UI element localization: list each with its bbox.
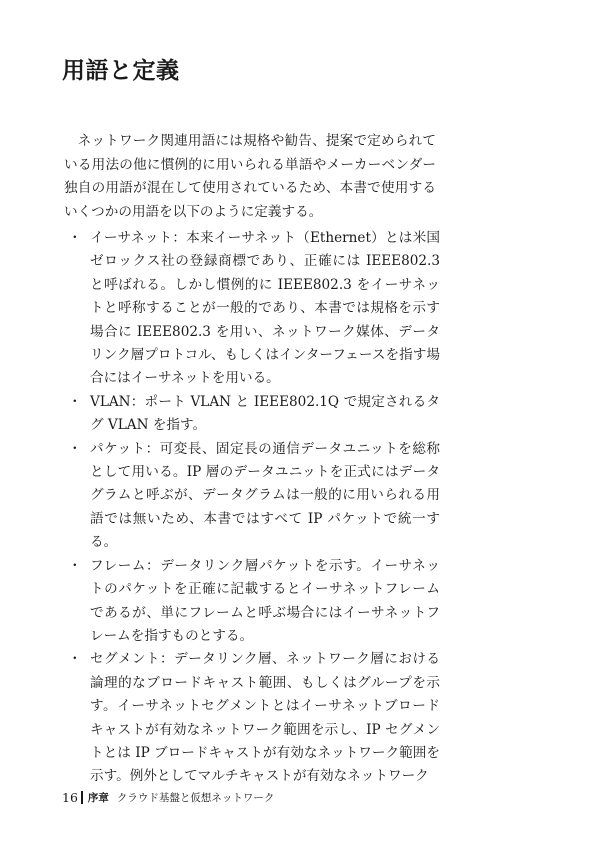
definition-text: フレーム：データリンク層パケットを示す。イーサネットのパケットを正確に記載するとイーサネットフレームであるが、単にフレームと呼ぶ場合にはイーサネットフレームを指すものとする。 bbox=[90, 557, 440, 644]
intro-paragraph: ネットワーク関連用語には規格や勧告、提案で定められている用法の他に慣例的に用いられる単語やメーカーベンダー独自の用語が混在して使用されているため、本書で使用するいくつかの用語を以下のように定義する。 bbox=[64, 133, 436, 220]
page-title: 用語と定義 bbox=[62, 58, 180, 84]
definition-text: VLAN：ポート VLAN と IEEE802.1Q で規定されるタグ VLAN を指す。 bbox=[90, 393, 440, 434]
definition-text: イーサネット：本来イーサネット（Ethernet）とは米国ゼロックス社の登録商標であり、正確には IEEE802.3 と呼ばれる。しかし慣例的に IEEE802.3 をイーサネットと呼称することが一般的であり、本書では規格を示す場合に IEEE802.3 を用い、ネットワーク媒体、データリンク層プロトコル、もしくはインターフェースを指す場合にはイーサネットを用いる。 bbox=[90, 230, 440, 387]
bullet-mark: ・ bbox=[68, 230, 82, 246]
bullet-mark: ・ bbox=[68, 557, 82, 574]
footer-chapter: 序章 bbox=[87, 792, 109, 804]
footer-book-title: クラウド基盤と仮想ネットワーク bbox=[116, 792, 275, 804]
bullet-mark: ・ bbox=[68, 393, 82, 410]
definition-list bbox=[64, 227, 440, 789]
definition-item-frame bbox=[64, 555, 440, 649]
page-number: 16 bbox=[62, 790, 78, 805]
bullet-mark: ・ bbox=[68, 651, 82, 668]
definition-item-packet bbox=[64, 438, 440, 555]
definition-text: パケット：可変長、固定長の通信データユニットを総称として用いる。IP 層のデータユニットを正式にはデータグラムと呼ぶが、データグラムは一般的に用いられる用語では無いため、本書ではすべて IP パケットで統一する。 bbox=[90, 440, 440, 551]
definition-item-ethernet bbox=[64, 227, 440, 391]
page-footer bbox=[62, 790, 274, 805]
footer-divider bbox=[81, 791, 83, 804]
definition-item-segment bbox=[64, 648, 440, 788]
definition-text: セグメント：データリンク層、ネットワーク層における論理的なブロードキャスト範囲、もしくはグループを示す。イーサネットセグメントとはイーサネットブロードキャストが有効なネットワーク範囲を示し、IP セグメントとは IP ブロードキャストが有効なネットワーク範囲を示す。例外としてマルチキャストが有効なネットワーク bbox=[90, 651, 440, 785]
definition-item-vlan bbox=[64, 391, 440, 438]
bullet-mark: ・ bbox=[68, 440, 82, 457]
